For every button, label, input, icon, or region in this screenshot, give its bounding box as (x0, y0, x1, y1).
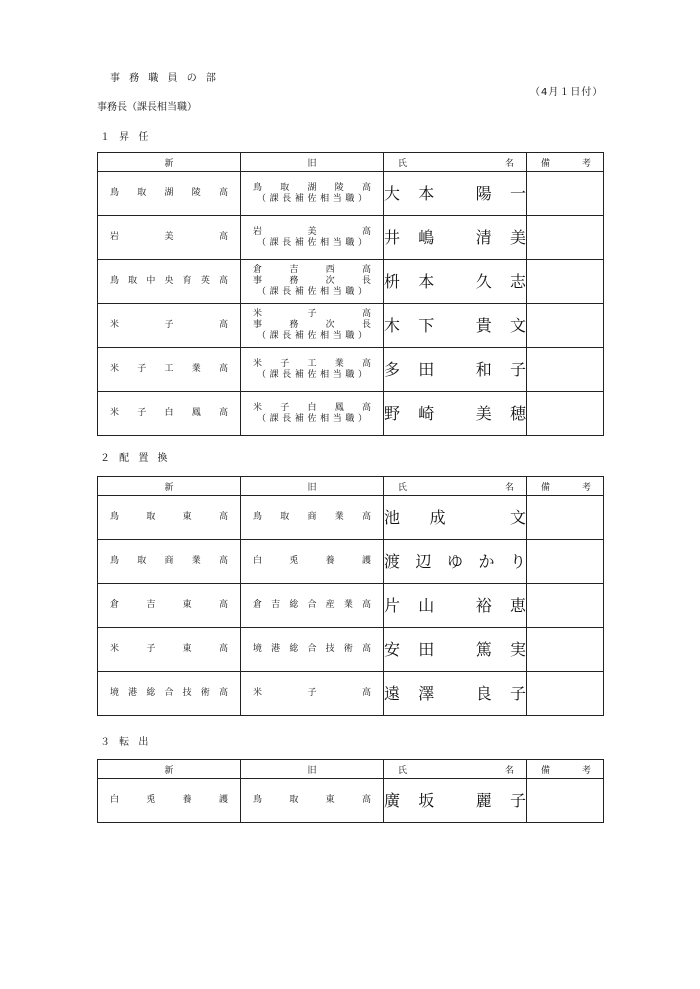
column-header-name (384, 153, 527, 172)
new-post-text: 倉 吉 東 高 (110, 600, 228, 610)
old-post-cell (241, 496, 384, 540)
remarks-cell (527, 392, 604, 436)
new-post-text: 境港総合技術高 (110, 688, 228, 698)
column-header-name (384, 477, 527, 496)
staff-name: 大本 陽一 (384, 183, 526, 203)
column-header-label: 考 (581, 158, 591, 169)
table-row (98, 672, 604, 716)
staff-name-cell (384, 392, 527, 436)
column-header-new (98, 153, 241, 172)
old-post-cell (241, 779, 384, 823)
old-post-text: 岩 美 高 (253, 226, 371, 237)
column-header-label: 旧 (307, 482, 317, 493)
staff-name: 井嶋 清美 (384, 227, 526, 247)
column-header-note (527, 153, 604, 172)
old-post-cell (241, 304, 384, 348)
section-heading-reassignment: ２ 配 置 換 (100, 453, 171, 464)
staff-name: 木下 貴文 (384, 315, 526, 335)
remarks-cell (527, 628, 604, 672)
old-post-cell (241, 628, 384, 672)
column-header-note (527, 760, 604, 779)
new-post-text: 米子白鳳高 (110, 408, 228, 418)
column-header-label: 備 (541, 765, 551, 776)
column-header-note (527, 477, 604, 496)
table-row (98, 584, 604, 628)
column-header-label: 新 (164, 765, 174, 776)
new-post-cell (98, 584, 241, 628)
staff-name-cell (384, 348, 527, 392)
table-row (98, 260, 604, 304)
old-post-cell (241, 216, 384, 260)
new-post-cell (98, 392, 241, 436)
staff-name-cell (384, 672, 527, 716)
column-header-name (384, 760, 527, 779)
date-label: （4月１日付） (530, 87, 604, 98)
column-header-label: 考 (581, 482, 591, 493)
column-header-label: 名 (504, 765, 514, 776)
staff-name-cell (384, 216, 527, 260)
column-header-label: 氏 (398, 482, 408, 493)
transfer-out-table (97, 759, 604, 823)
column-header-label: 備 (541, 482, 551, 493)
table-row (98, 216, 604, 260)
old-post-cell (241, 260, 384, 304)
old-post-cell (241, 172, 384, 216)
reassignment-table (97, 476, 604, 716)
staff-name: 片山 裕恵 (384, 595, 526, 615)
promotion-table (97, 152, 604, 436)
new-post-cell (98, 260, 241, 304)
column-header-label: 名 (504, 158, 514, 169)
old-post-text: （課長補佐相当職） (257, 193, 367, 204)
remarks-cell (527, 172, 604, 216)
old-post-cell (241, 392, 384, 436)
column-header-new (98, 477, 241, 496)
table-row (98, 304, 604, 348)
remarks-cell (527, 216, 604, 260)
new-post-cell (98, 216, 241, 260)
table-row (98, 540, 604, 584)
table-row (98, 496, 604, 540)
table-row (98, 628, 604, 672)
table-row (98, 779, 604, 823)
staff-name: 遠澤 良子 (384, 683, 526, 703)
staff-name-cell (384, 779, 527, 823)
column-header-old (241, 760, 384, 779)
staff-name: 枡本 久志 (384, 271, 526, 291)
staff-name-cell (384, 628, 527, 672)
staff-name: 多田 和子 (384, 359, 526, 379)
column-header-label: 氏 (398, 765, 408, 776)
staff-name-cell (384, 304, 527, 348)
new-post-text: 米 子 高 (110, 320, 228, 330)
staff-name: 池成 文 (384, 507, 526, 527)
column-header-label: 新 (164, 482, 174, 493)
page-title: 事 務 職 員 の 部 (110, 73, 219, 84)
new-post-cell (98, 304, 241, 348)
old-post-text: 鳥取商業高 (253, 512, 371, 522)
column-header-label: 名 (504, 482, 514, 493)
remarks-cell (527, 260, 604, 304)
old-post-text: （課長補佐相当職） (257, 287, 367, 297)
staff-name: 廣坂 麗子 (384, 790, 526, 810)
remarks-cell (527, 348, 604, 392)
old-post-text: 鳥取東高 (253, 795, 371, 805)
old-post-text: 事務次長 (253, 320, 371, 330)
column-header-old (241, 153, 384, 172)
old-post-cell (241, 540, 384, 584)
remarks-cell (527, 304, 604, 348)
new-post-cell (98, 779, 241, 823)
column-header-new (98, 760, 241, 779)
staff-name-cell (384, 172, 527, 216)
old-post-text: （課長補佐相当職） (257, 237, 367, 248)
staff-name-cell (384, 540, 527, 584)
staff-name-cell (384, 584, 527, 628)
new-post-text: 鳥取東高 (110, 512, 228, 522)
old-post-text: （課長補佐相当職） (257, 413, 367, 424)
column-header-label: 考 (581, 765, 591, 776)
old-post-text: 鳥取湖陵高 (253, 182, 371, 193)
new-post-cell (98, 628, 241, 672)
old-post-text: 事務次長 (253, 276, 371, 286)
old-post-text: 米 子 高 (253, 688, 371, 698)
old-post-cell (241, 348, 384, 392)
section-heading-transfer-out: ３ 転 出 (100, 737, 152, 748)
new-post-text: 白兎養護 (110, 795, 228, 805)
section-heading-promotion: １ 昇 任 (100, 132, 152, 143)
new-post-text: 岩 美 高 (110, 232, 228, 242)
old-post-text: 白兎養護 (253, 556, 371, 566)
staff-name: 野崎 美穂 (384, 403, 526, 423)
table-row (98, 172, 604, 216)
old-post-cell (241, 584, 384, 628)
old-post-text: 米 子 高 (253, 309, 371, 319)
remarks-cell (527, 584, 604, 628)
new-post-cell (98, 540, 241, 584)
column-header-label: 旧 (307, 765, 317, 776)
column-header-old (241, 477, 384, 496)
new-post-text: 鳥取商業高 (110, 556, 228, 566)
remarks-cell (527, 779, 604, 823)
remarks-cell (527, 672, 604, 716)
old-post-text: 境港総合技術高 (253, 644, 371, 654)
old-post-text: 米子工業高 (253, 358, 371, 369)
old-post-cell (241, 672, 384, 716)
header-row (98, 760, 604, 779)
old-post-text: （課長補佐相当職） (257, 369, 367, 380)
staff-name-cell (384, 496, 527, 540)
old-post-text: 倉吉西高 (253, 265, 371, 275)
column-header-label: 氏 (398, 158, 408, 169)
remarks-cell (527, 540, 604, 584)
position-subtitle: 事務長（課長相当職） (97, 102, 197, 113)
header-row (98, 477, 604, 496)
old-post-text: 倉吉総合産業高 (253, 600, 371, 610)
old-post-text: 米子白鳳高 (253, 402, 371, 413)
column-header-label: 旧 (307, 158, 317, 169)
staff-name-cell (384, 260, 527, 304)
new-post-text: 米 子 東 高 (110, 644, 228, 654)
new-post-cell (98, 496, 241, 540)
staff-name: 安田 篤実 (384, 639, 526, 659)
header-row (98, 153, 604, 172)
staff-name: 渡辺ゆかり (384, 551, 526, 571)
table-row (98, 392, 604, 436)
column-header-label: 備 (541, 158, 551, 169)
old-post-text: （課長補佐相当職） (257, 331, 367, 341)
new-post-text: 鳥取湖陵高 (110, 188, 228, 198)
new-post-text: 鳥取中央育英高 (110, 276, 228, 286)
new-post-text: 米子工業高 (110, 364, 228, 374)
table-row (98, 348, 604, 392)
new-post-cell (98, 672, 241, 716)
column-header-label: 新 (164, 158, 174, 169)
remarks-cell (527, 496, 604, 540)
new-post-cell (98, 172, 241, 216)
new-post-cell (98, 348, 241, 392)
